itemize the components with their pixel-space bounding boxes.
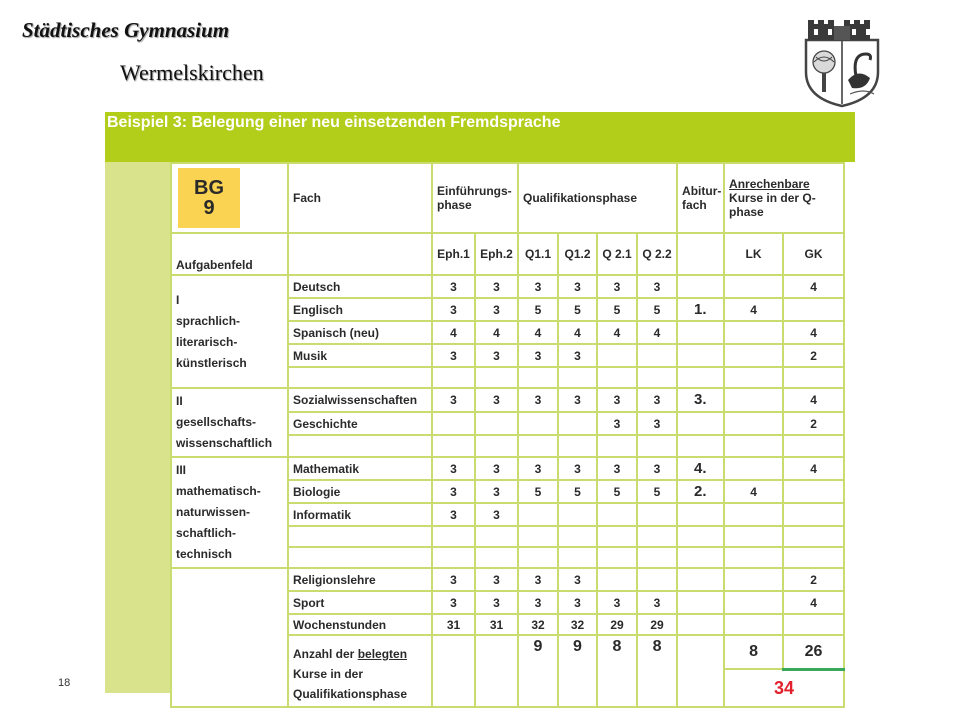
blank-cell [475,526,518,547]
hours-cell: 3 [475,275,518,298]
hours-cell: 3 [597,275,637,298]
phase-label: Q 2.2 [637,233,677,275]
gk-cell: 4 [783,591,844,614]
subject-name: Sport [288,591,432,614]
city-crest-icon [800,14,884,108]
area-line: mathematisch- [176,484,261,498]
gk-cell: 2 [783,568,844,591]
hours-cell: 3 [558,388,597,412]
hours-cell: 5 [597,298,637,321]
hours-cell: 3 [432,568,475,591]
wochenstunden-label: Wochenstunden [288,614,432,635]
subject-name: Informatik [288,503,432,526]
blank-cell [518,435,558,457]
phase-row [171,233,844,275]
blank-cell [597,547,637,568]
blank-cell [783,526,844,547]
area-line: technisch [176,547,233,561]
badge-line2: 9 [203,197,215,219]
course-count-cell [518,635,558,707]
hours-cell: 3 [637,412,677,436]
lk-cell: 4 [724,298,783,321]
gk-cell: 4 [783,321,844,344]
hours-cell: 3 [558,344,597,367]
lk-cell [724,591,783,614]
phase-row-blank [288,233,432,275]
hours-cell [475,412,518,436]
table-row [171,388,844,412]
subject-name: Religionslehre [288,568,432,591]
blank-cell [558,547,597,568]
hours-cell: 4 [558,321,597,344]
table-area [170,162,855,701]
course-count: 9 [573,638,582,655]
badge-line1: BG [194,177,224,199]
col-fach: Fach [288,163,432,233]
gk-cell: 4 [783,275,844,298]
subject-name: Deutsch [288,275,432,298]
area-line: gesellschafts- [176,415,257,429]
subject-name: Mathematik [288,457,432,480]
gk-count-cell [783,635,844,669]
hours-cell [637,568,677,591]
lk-cell [724,412,783,436]
hours-cell: 3 [432,388,475,412]
area-line: naturwissen- [176,505,251,519]
anzahl-label-belegten: belegten [357,647,408,661]
table-row [171,568,844,591]
abitur-cell [677,457,724,480]
course-count: 9 [533,638,543,655]
abitur-cell [677,298,724,321]
lk-count-cell [724,635,783,669]
blank-cell [677,526,724,547]
abitur-number: 3. [694,391,707,409]
lk-count: 8 [749,643,758,660]
blank-cell [677,547,724,568]
hours-cell: 3 [475,457,518,480]
area-line: schaftlich- [176,526,237,540]
blank-cell [724,614,783,635]
table-row [171,275,844,298]
lk-cell [724,275,783,298]
hours-cell: 3 [475,503,518,526]
blank-cell [475,547,518,568]
hours-cell: 3 [597,457,637,480]
blank-cell [637,435,677,457]
blank-cell [724,547,783,568]
lk-cell [724,388,783,412]
phase-label: Q1.2 [558,233,597,275]
blank-cell [558,367,597,388]
hours-cell [432,412,475,436]
hours-cell: 3 [432,344,475,367]
gk-cell: 4 [783,457,844,480]
anrechenbare-rest: Kurse in der Q-phase [729,191,816,219]
total-hours-cell: 32 [558,614,597,635]
anzahl-label [288,635,432,707]
slide-number: 18 [58,677,71,689]
lk-label: LK [724,233,783,275]
hours-cell: 3 [597,591,637,614]
gk-cell: 2 [783,412,844,436]
phase-label: Eph.2 [475,233,518,275]
area-line: III [176,463,187,477]
abitur-blank [677,233,724,275]
total-count-cell [724,669,844,707]
blank-cell [724,526,783,547]
hours-cell: 4 [432,321,475,344]
area-line: literarisch- [176,334,238,349]
abitur-cell [677,412,724,436]
abitur-number: 4. [694,460,707,477]
hours-cell [637,344,677,367]
plan-panel [105,112,855,701]
blank-cell [597,435,637,457]
lk-cell [724,568,783,591]
abitur-cell [677,591,724,614]
blank-cell [783,367,844,388]
anzahl-label-text: Kurse in der [293,667,364,681]
hours-cell: 5 [518,480,558,503]
gk-cell [783,503,844,526]
blank-cell [475,635,518,707]
hours-cell: 3 [558,591,597,614]
hours-cell: 3 [558,457,597,480]
blank-cell [432,367,475,388]
blank-cell [288,435,432,457]
course-count-cell [558,635,597,707]
col-qualifikationsphase: Qualifikationsphase [518,163,677,233]
anrechenbare-label: Anrechenbare [729,177,810,191]
blank-cell [637,526,677,547]
blank-cell [432,435,475,457]
blank-cell [637,367,677,388]
aufgabenfeld-area-3 [171,457,288,568]
hours-cell: 4 [637,321,677,344]
blank-cell [597,367,637,388]
gk-count: 26 [804,642,823,660]
abitur-cell [677,503,724,526]
blank-cell [518,526,558,547]
hours-cell: 3 [637,275,677,298]
side-strip [105,162,170,693]
blank-cell [677,367,724,388]
blank-cell [724,435,783,457]
blank-cell [475,367,518,388]
course-count-cell [597,635,637,707]
anzahl-label-text: Anzahl der [293,647,358,661]
col-anrechenbare [724,163,844,233]
hours-cell: 5 [637,298,677,321]
blank-cell [518,547,558,568]
hours-cell: 5 [637,480,677,503]
total-hours-cell: 32 [518,614,558,635]
blank-cell [432,526,475,547]
hours-cell: 3 [518,457,558,480]
col-abiturfach: Abitur-fach [677,163,724,233]
hours-cell [518,503,558,526]
hours-cell: 3 [558,275,597,298]
hours-cell: 3 [432,298,475,321]
phase-label: Q 2.1 [597,233,637,275]
bg9-badge [178,168,240,228]
blank-cell [677,614,724,635]
aufgabenfeld-area-2 [171,388,288,457]
hours-cell [518,412,558,436]
aufgabenfeld-label: Aufgabenfeld [171,233,288,275]
hours-cell: 4 [597,321,637,344]
lk-cell [724,457,783,480]
panel-banner [105,112,855,162]
hours-cell: 3 [475,568,518,591]
hours-cell [637,503,677,526]
badge-cell [171,163,288,233]
hours-cell: 3 [518,591,558,614]
total-count: 34 [774,677,795,698]
abitur-cell [677,321,724,344]
abitur-cell [677,388,724,412]
blank-cell [558,435,597,457]
phase-label: Eph.1 [432,233,475,275]
hours-cell: 3 [518,275,558,298]
blank-cell [677,435,724,457]
hours-cell: 3 [432,457,475,480]
course-plan-table [170,162,845,708]
blank-cell [475,435,518,457]
subject-name: Englisch [288,298,432,321]
blank-cell [432,635,475,707]
subject-name: Spanisch (neu) [288,321,432,344]
gk-cell: 4 [783,388,844,412]
subject-name: Sozialwissenschaften [288,388,432,412]
col-einfuehrungsphase: Einführungs-phase [432,163,518,233]
area-line: künstlerisch [176,355,247,370]
aufgabenfeld-area-1 [171,275,288,388]
phase-label: Q1.1 [518,233,558,275]
total-hours-cell: 31 [432,614,475,635]
header-row [171,163,844,233]
hours-cell: 3 [432,480,475,503]
hours-cell [597,568,637,591]
hours-cell: 3 [475,298,518,321]
gk-cell [783,298,844,321]
hours-cell: 3 [637,457,677,480]
hours-cell [597,503,637,526]
lk-cell [724,321,783,344]
blank-cell [288,367,432,388]
school-city: Wermelskirchen [120,60,264,85]
course-count-cell [637,635,677,707]
blank-cell [677,635,724,707]
hours-cell: 3 [432,503,475,526]
course-count: 8 [612,638,622,655]
blank-cell [637,547,677,568]
table-row [171,457,844,480]
lk-cell: 4 [724,480,783,503]
blank-cell [288,526,432,547]
hours-cell [597,344,637,367]
subject-name: Biologie [288,480,432,503]
blank-cell [518,367,558,388]
gk-cell: 2 [783,344,844,367]
abitur-cell [677,344,724,367]
area-line: sprachlich- [176,313,241,328]
hours-cell: 3 [637,591,677,614]
lk-cell [724,503,783,526]
blank-cell [558,526,597,547]
total-hours-cell: 29 [637,614,677,635]
hours-cell: 5 [518,298,558,321]
panel-title: Beispiel 3: Belegung einer neu einsetzenden Fremdsprache [107,114,561,131]
hours-cell: 3 [518,568,558,591]
hours-cell: 3 [475,480,518,503]
total-hours-cell: 29 [597,614,637,635]
hours-cell: 3 [432,275,475,298]
blank-cell [597,526,637,547]
area-line: II [176,394,183,408]
subject-name: Geschichte [288,412,432,436]
hours-cell: 3 [518,344,558,367]
blank-cell [288,547,432,568]
blank-cell [724,367,783,388]
hours-cell: 3 [637,388,677,412]
hours-cell: 4 [518,321,558,344]
blank-cell [783,435,844,457]
course-count: 8 [652,638,662,655]
abitur-cell [677,480,724,503]
anzahl-label-text: Qualifikationsphase [293,687,408,701]
hours-cell: 4 [475,321,518,344]
hours-cell: 3 [432,591,475,614]
abitur-number: 1. [694,301,707,318]
hours-cell: 5 [597,480,637,503]
hours-cell: 5 [558,480,597,503]
hours-cell: 3 [597,388,637,412]
gk-label: GK [783,233,844,275]
area-blank [171,568,288,707]
blank-cell [432,547,475,568]
hours-cell: 3 [518,388,558,412]
area-line: I [176,292,180,307]
school-name: Städtisches Gymnasium [22,18,230,42]
total-hours-cell: 31 [475,614,518,635]
hours-cell [558,412,597,436]
abitur-cell [677,275,724,298]
subject-name: Musik [288,344,432,367]
gk-cell [783,480,844,503]
blank-cell [783,547,844,568]
hours-cell: 3 [475,388,518,412]
hours-cell: 5 [558,298,597,321]
abitur-cell [677,568,724,591]
abitur-number: 2. [694,483,707,500]
hours-cell [558,503,597,526]
hours-cell: 3 [475,591,518,614]
lk-cell [724,344,783,367]
blank-cell [783,614,844,635]
hours-cell: 3 [597,412,637,436]
hours-cell: 3 [475,344,518,367]
area-line: wissenschaftlich [176,436,273,450]
hours-cell: 3 [558,568,597,591]
